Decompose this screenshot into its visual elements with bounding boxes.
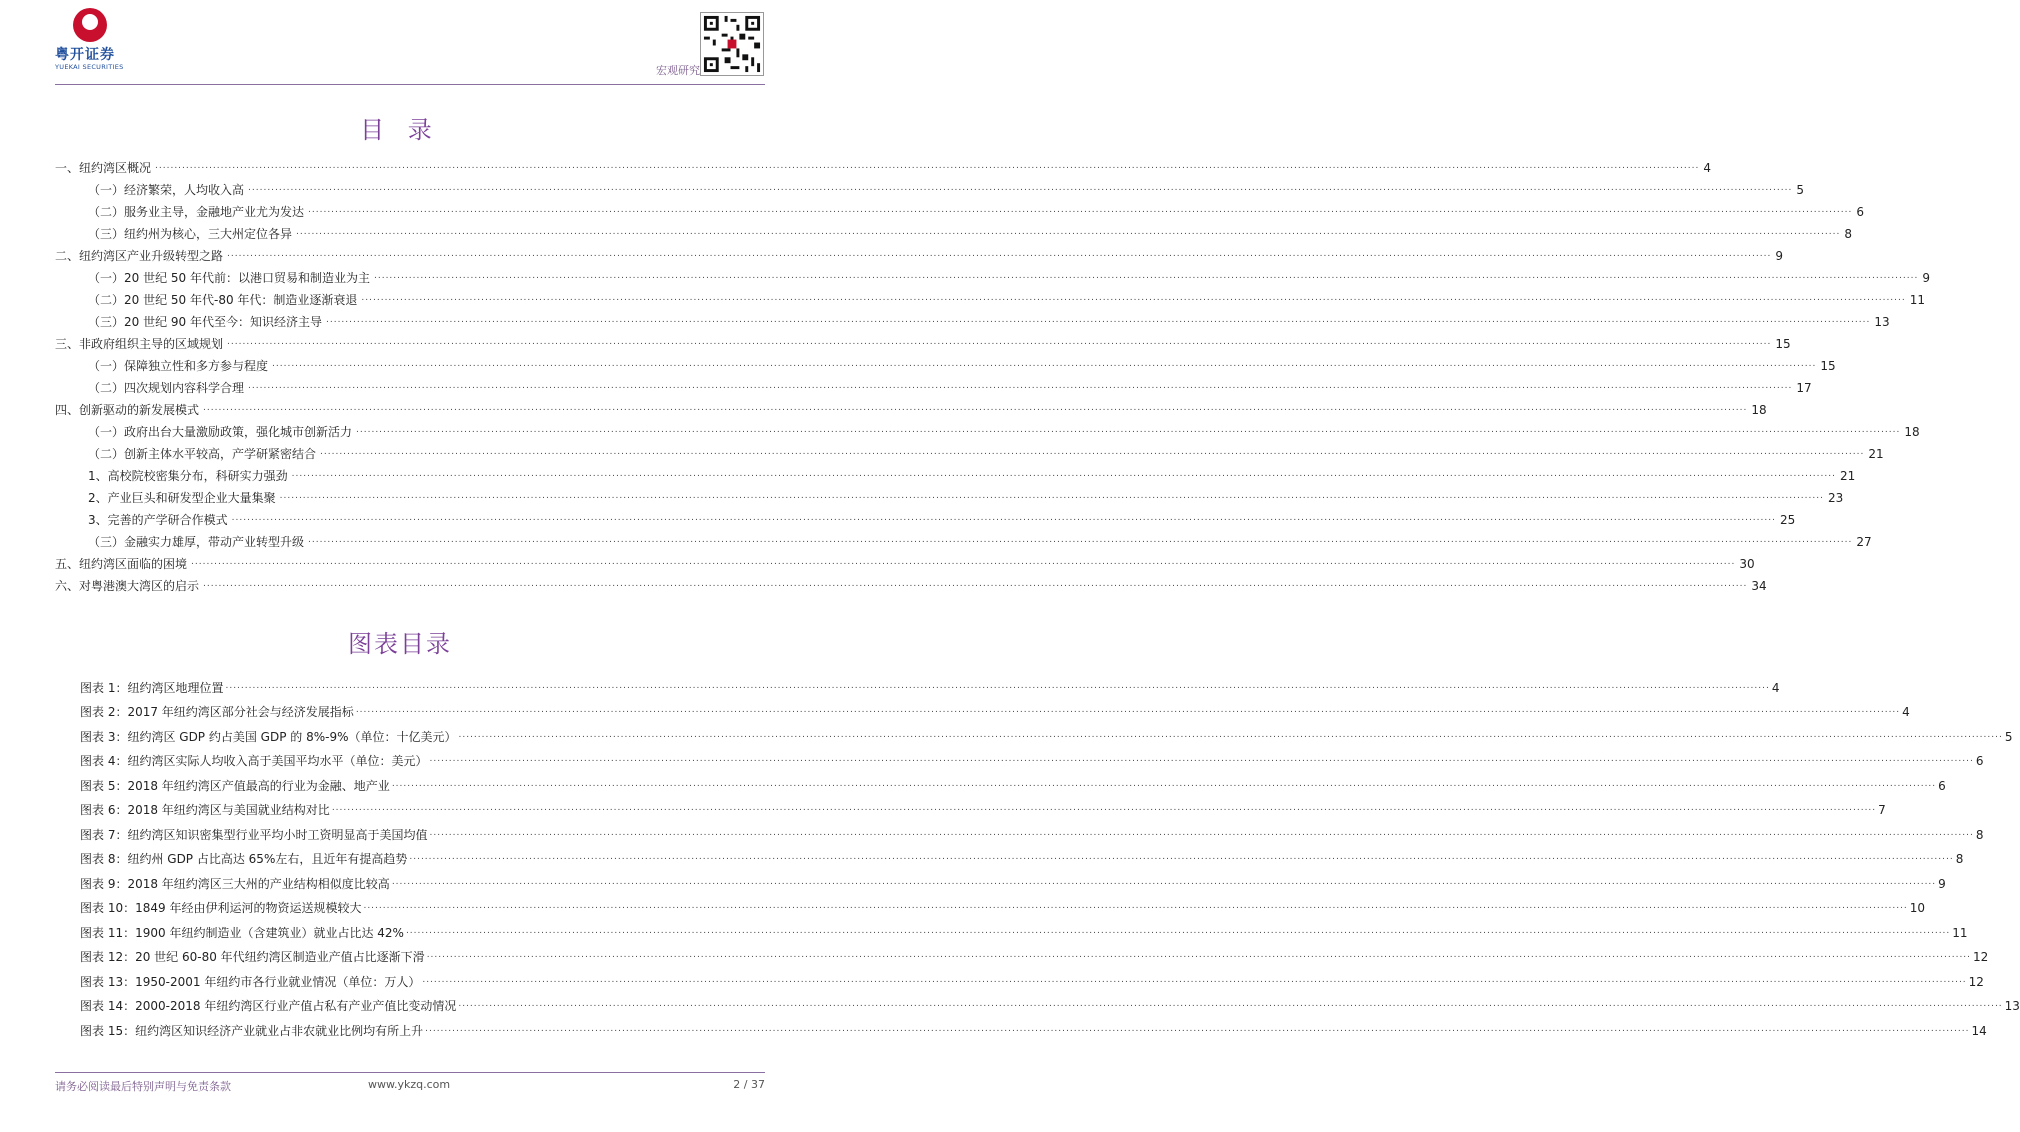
- toc-leader-dots: ................................................................................................................................................................................................................................................................................................................................................................................................................: [279, 491, 1824, 501]
- figure-leader-dots: ................................................................................................................................................................................................................................................................................................................................................................................................................: [425, 1023, 1970, 1034]
- figure-entry-label: 2018 年纽约湾区产值最高的行业为金融、地产业: [127, 778, 390, 793]
- toc-entry-page: 18: [1751, 403, 1767, 417]
- figure-entry-page: 6: [1975, 754, 1984, 768]
- figure-entry-label: 1900 年纽约制造业（含建筑业）就业占比达 42%: [135, 925, 404, 940]
- figure-entry[interactable]: [80, 866, 1946, 891]
- figure-entry-page: 12: [1973, 950, 1989, 964]
- toc-entry-page: 9: [1775, 249, 1783, 263]
- figure-leader-dots: ................................................................................................................................................................................................................................................................................................................................................................................................................: [405, 925, 1951, 936]
- toc-entry-label: （二）四次规划内容科学合理: [88, 381, 245, 395]
- toc-entry-page: 4: [1703, 161, 1711, 175]
- figure-leader-dots: ................................................................................................................................................................................................................................................................................................................................................................................................................: [429, 754, 1974, 764]
- toc-entry[interactable]: [55, 461, 1856, 483]
- figure-leader-dots: ................................................................................................................................................................................................................................................................................................................................................................................................................: [355, 705, 1901, 715]
- qr-code-icon: [700, 12, 764, 76]
- toc-entry[interactable]: [55, 241, 1783, 263]
- toc-entry[interactable]: [55, 263, 1930, 285]
- toc-leader-dots: ................................................................................................................................................................................................................................................................................................................................................................................................................: [356, 425, 1901, 435]
- figure-entry-id: 图表 4：: [80, 754, 128, 768]
- figure-leader-dots: ................................................................................................................................................................................................................................................................................................................................................................................................................: [429, 827, 1974, 838]
- toc-entry[interactable]: [55, 373, 1812, 395]
- figure-entry[interactable]: [80, 719, 2013, 744]
- toc-leader-dots: ................................................................................................................................................................................................................................................................................................................................................................................................................: [373, 271, 1919, 281]
- toc-leader-dots: ................................................................................................................................................................................................................................................................................................................................................................................................................: [203, 579, 1748, 589]
- figure-entry-id: 图表 10：: [80, 901, 136, 915]
- figure-entry-label: 纽约湾区实际人均收入高于美国平均水平（单位：美元）: [127, 754, 428, 768]
- toc-entry-label: （一）20 世纪 50 年代前：以港口贸易和制造业为主: [88, 271, 370, 285]
- toc-entry[interactable]: [55, 439, 1884, 461]
- figure-entry[interactable]: [80, 744, 1984, 769]
- figure-entry-label: 纽约湾区 GDP 约占美国 GDP 的 8%-9%（单位：十亿美元）: [127, 729, 457, 744]
- toc-entry-page: 5: [1796, 183, 1804, 197]
- toc-entry-page: 11: [1909, 293, 1926, 307]
- toc-leader-dots: ................................................................................................................................................................................................................................................................................................................................................................................................................: [231, 513, 1776, 523]
- toc-entry[interactable]: [55, 395, 1767, 417]
- toc-leader-dots: ................................................................................................................................................................................................................................................................................................................................................................................................................: [227, 249, 1772, 259]
- figure-entry-page: 6: [1938, 778, 1946, 793]
- figure-entry[interactable]: [80, 1013, 1987, 1038]
- figure-entry[interactable]: [80, 940, 1989, 965]
- figure-entry-id: 图表 12：: [80, 950, 136, 964]
- toc-entry-page: 15: [1820, 359, 1836, 373]
- toc-entry[interactable]: [55, 307, 1890, 329]
- figure-entry[interactable]: [80, 915, 1968, 940]
- figure-leader-dots: ................................................................................................................................................................................................................................................................................................................................................................................................................: [409, 852, 1954, 862]
- toc-entry-page: 17: [1796, 381, 1812, 395]
- figure-entry-label: 1849 年经由伊利运河的物资运送规模较大: [135, 901, 362, 915]
- toc-entry[interactable]: [55, 571, 1767, 593]
- figure-entry-page: 14: [1971, 1023, 1987, 1038]
- toc-leader-dots: ................................................................................................................................................................................................................................................................................................................................................................................................................: [248, 381, 1793, 391]
- figure-list-title: 图表目录: [348, 630, 452, 658]
- figure-entry-id: 图表 6：: [80, 803, 128, 817]
- toc-entry[interactable]: [55, 153, 1711, 175]
- figure-entry-id: 图表 1：: [80, 680, 128, 695]
- figure-entry-label: 纽约湾区知识密集型行业平均小时工资明显高于美国均值: [127, 827, 428, 842]
- toc-entry-label: 一、纽约湾区概况: [55, 161, 152, 175]
- toc-entry-label: （三）金融实力雄厚，带动产业转型升级: [88, 535, 305, 549]
- toc-entry-label: 三、非政府组织主导的区域规划: [55, 337, 224, 351]
- figure-entry[interactable]: [80, 964, 1984, 989]
- toc-entry-page: 6: [1856, 205, 1864, 219]
- toc-entry-label: （一）经济繁荣，人均收入高: [88, 183, 245, 197]
- figure-leader-dots: ................................................................................................................................................................................................................................................................................................................................................................................................................: [363, 901, 1908, 911]
- toc-leader-dots: ................................................................................................................................................................................................................................................................................................................................................................................................................: [191, 557, 1736, 567]
- toc-leader-dots: ................................................................................................................................................................................................................................................................................................................................................................................................................: [296, 227, 1841, 237]
- toc-entry-label: （二）创新主体水平较高，产学研紧密结合: [88, 447, 317, 461]
- toc-entry-label: 2、产业巨头和研发型企业大量集聚: [88, 491, 276, 505]
- footer-website: www.ykzq.com: [368, 1078, 451, 1091]
- toc-entry-page: 21: [1839, 469, 1856, 483]
- toc-leader-dots: ................................................................................................................................................................................................................................................................................................................................................................................................................: [308, 205, 1853, 215]
- figure-leader-dots: ................................................................................................................................................................................................................................................................................................................................................................................................................: [391, 778, 1937, 789]
- toc-leader-dots: ................................................................................................................................................................................................................................................................................................................................................................................................................: [308, 535, 1853, 545]
- figure-entry[interactable]: [80, 817, 1984, 842]
- figure-leader-dots: ................................................................................................................................................................................................................................................................................................................................................................................................................: [422, 974, 1967, 985]
- toc-leader-dots: ................................................................................................................................................................................................................................................................................................................................................................................................................: [248, 183, 1793, 193]
- toc-entry[interactable]: [55, 505, 1796, 527]
- company-logo: [55, 8, 145, 72]
- toc-entry[interactable]: [55, 329, 1791, 351]
- toc-leader-dots: ................................................................................................................................................................................................................................................................................................................................................................................................................: [361, 293, 1906, 303]
- figure-entry-id: 图表 14：: [80, 999, 136, 1013]
- figure-entry-id: 图表 8：: [80, 852, 128, 866]
- figure-entry-page: 5: [2004, 729, 2013, 744]
- figure-entry[interactable]: [80, 670, 1780, 695]
- toc-entry-page: 30: [1739, 557, 1755, 571]
- toc-entry-page: 13: [1874, 315, 1890, 329]
- table-of-contents: [55, 153, 1930, 593]
- toc-entry-page: 21: [1868, 447, 1884, 461]
- report-section-tag: 宏观研究: [656, 64, 700, 77]
- toc-entry-page: 25: [1779, 513, 1796, 527]
- figure-entry-label: 2017 年纽约湾区部分社会与经济发展指标: [127, 705, 354, 719]
- toc-entry[interactable]: [55, 483, 1844, 505]
- toc-entry-label: 二、纽约湾区产业升级转型之路: [55, 249, 224, 263]
- figure-entry-label: 2018 年纽约湾区与美国就业结构对比: [127, 803, 330, 817]
- figure-entry-id: 图表 5：: [80, 778, 128, 793]
- toc-entry[interactable]: [55, 351, 1836, 373]
- figure-entry-label: 2000-2018 年纽约湾区行业产值占私有产业产值比变动情况: [135, 999, 457, 1013]
- toc-entry-label: （三）纽约州为核心，三大州定位各异: [88, 227, 293, 241]
- toc-entry[interactable]: [55, 175, 1804, 197]
- figure-entry-page: 9: [1938, 876, 1946, 891]
- footer-disclaimer: 请务必阅读最后特别声明与免责条款: [55, 1080, 231, 1093]
- logo-emblem-icon: [73, 8, 107, 42]
- figure-entry-page: 7: [1878, 803, 1886, 817]
- toc-entry-label: （三）20 世纪 90 年代至今：知识经济主导: [88, 315, 322, 329]
- toc-entry-label: 五、纽约湾区面临的困境: [55, 557, 188, 571]
- figure-entry-id: 图表 2：: [80, 705, 128, 719]
- figure-leader-dots: ................................................................................................................................................................................................................................................................................................................................................................................................................: [225, 680, 1770, 691]
- figure-entry[interactable]: [80, 842, 1964, 867]
- toc-entry-label: （二）服务业主导，金融地产业尤为发达: [88, 205, 305, 219]
- toc-entry-page: 18: [1904, 425, 1920, 439]
- figure-leader-dots: ................................................................................................................................................................................................................................................................................................................................................................................................................: [391, 876, 1937, 887]
- figure-entry-label: 2018 年纽约湾区三大州的产业结构相似度比较高: [127, 876, 390, 891]
- figure-entry-id: 图表 11：: [80, 925, 136, 940]
- toc-entry[interactable]: [55, 527, 1872, 549]
- figure-entry-id: 图表 7：: [80, 827, 128, 842]
- toc-leader-dots: ................................................................................................................................................................................................................................................................................................................................................................................................................: [272, 359, 1817, 369]
- figure-entry-page: 4: [1771, 680, 1780, 695]
- figure-entry-id: 图表 15：: [80, 1023, 136, 1038]
- toc-entry[interactable]: [55, 197, 1864, 219]
- toc-entry-label: 四、创新驱动的新发展模式: [55, 403, 200, 417]
- figure-entry-id: 图表 13：: [80, 974, 136, 989]
- toc-leader-dots: ................................................................................................................................................................................................................................................................................................................................................................................................................: [203, 403, 1748, 413]
- toc-entry-page: 27: [1856, 535, 1872, 549]
- figure-leader-dots: ................................................................................................................................................................................................................................................................................................................................................................................................................: [458, 999, 2003, 1009]
- toc-entry-label: 六、对粤港澳大湾区的启示: [55, 579, 200, 593]
- figure-entry-page: 10: [1909, 901, 1926, 915]
- figure-entry-id: 图表 9：: [80, 876, 128, 891]
- figure-entry-page: 4: [1902, 705, 1910, 719]
- figure-leader-dots: ................................................................................................................................................................................................................................................................................................................................................................................................................: [426, 950, 1972, 960]
- figure-entry-page: 11: [1952, 925, 1968, 940]
- toc-entry-page: 23: [1827, 491, 1844, 505]
- figure-entry-id: 图表 3：: [80, 729, 128, 744]
- toc-leader-dots: ................................................................................................................................................................................................................................................................................................................................................................................................................: [155, 161, 1700, 171]
- toc-leader-dots: ................................................................................................................................................................................................................................................................................................................................................................................................................: [325, 315, 1871, 325]
- figure-entry[interactable]: [80, 891, 1926, 916]
- toc-entry[interactable]: [55, 219, 1852, 241]
- figure-entry[interactable]: [80, 793, 1886, 818]
- logo-name: 粤开证券: [55, 47, 115, 63]
- toc-entry-label: （一）政府出台大量激励政策，强化城市创新活力: [88, 425, 353, 439]
- figure-list: [80, 670, 2020, 1038]
- figure-entry[interactable]: [80, 989, 2020, 1014]
- figure-entry-page: 8: [1955, 852, 1964, 866]
- toc-leader-dots: ................................................................................................................................................................................................................................................................................................................................................................................................................: [227, 337, 1772, 347]
- toc-entry-label: （二）20 世纪 50 年代-80 年代：制造业逐渐衰退: [88, 293, 358, 307]
- toc-leader-dots: ................................................................................................................................................................................................................................................................................................................................................................................................................: [320, 447, 1865, 457]
- figure-entry-label: 20 世纪 60-80 年代纽约湾区制造业产值占比逐渐下滑: [135, 950, 425, 964]
- logo-english-name: YUEKAI SECURITIES: [55, 63, 124, 71]
- toc-entry[interactable]: [55, 549, 1755, 571]
- footer-page-number: 2 / 37: [733, 1078, 765, 1091]
- page-header: [0, 0, 800, 80]
- figure-leader-dots: ................................................................................................................................................................................................................................................................................................................................................................................................................: [331, 803, 1877, 813]
- figure-entry[interactable]: [80, 695, 1910, 720]
- figure-leader-dots: ................................................................................................................................................................................................................................................................................................................................................................................................................: [458, 729, 2003, 740]
- header-divider: [55, 84, 765, 85]
- toc-entry-page: 9: [1922, 271, 1930, 285]
- footer-divider: [55, 1072, 765, 1073]
- toc-entry-label: 3、完善的产学研合作模式: [88, 513, 228, 527]
- figure-entry-label: 1950-2001 年纽约市各行业就业情况（单位：万人）: [135, 974, 421, 989]
- figure-entry-page: 12: [1968, 974, 1984, 989]
- figure-entry-label: 纽约州 GDP 占比高达 65%左右，且近年有提高趋势: [127, 852, 408, 866]
- figure-entry[interactable]: [80, 768, 1946, 793]
- toc-entry-page: 8: [1844, 227, 1852, 241]
- toc-entry[interactable]: [55, 417, 1920, 439]
- toc-entry[interactable]: [55, 285, 1926, 307]
- figure-entry-label: 纽约湾区地理位置: [127, 680, 224, 695]
- figure-entry-page: 8: [1975, 827, 1984, 842]
- figure-entry-label: 纽约湾区知识经济产业就业占非农就业比例均有所上升: [135, 1023, 424, 1038]
- figure-entry-page: 13: [2004, 999, 2020, 1013]
- toc-entry-label: （一）保障独立性和多方参与程度: [88, 359, 269, 373]
- toc-entry-page: 15: [1775, 337, 1791, 351]
- toc-leader-dots: ................................................................................................................................................................................................................................................................................................................................................................................................................: [291, 469, 1836, 479]
- toc-entry-label: 1、高校院校密集分布，科研实力强劲: [88, 469, 288, 483]
- toc-entry-page: 34: [1751, 579, 1767, 593]
- toc-title: 目 录: [360, 116, 440, 144]
